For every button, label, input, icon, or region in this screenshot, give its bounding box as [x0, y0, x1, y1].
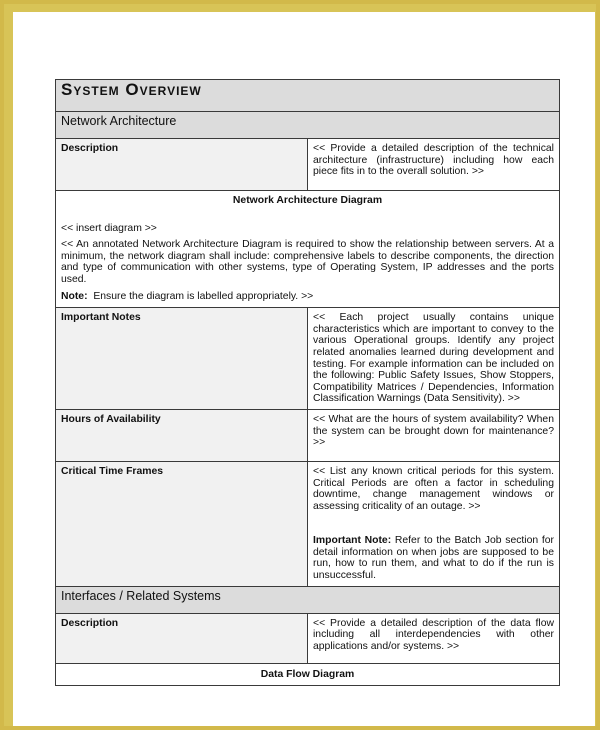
title-row: [56, 80, 560, 112]
row-network-diagram: [56, 191, 560, 308]
row-text: << Provide a detailed description of the technical architecture (infrastructure) including how each piece fits in to the overall solution. >>: [308, 139, 560, 191]
insert-diagram-placeholder: << insert diagram >>: [61, 222, 157, 234]
diagram-cell: [56, 191, 560, 308]
note-label: Note:: [61, 290, 88, 302]
diagram-heading: Network Architecture Diagram: [232, 195, 383, 206]
row-label: Description: [56, 139, 308, 191]
row-important-notes: [56, 308, 560, 410]
note-text: Refer to the Batch Job section for detail information on when jobs are supposed to be run, how to run them, and what to do if the run is unsuccessful.: [313, 535, 554, 582]
diagram-note: [61, 291, 554, 303]
row-label: Important Notes: [56, 308, 308, 410]
section-network-architecture: [56, 112, 560, 139]
document-page: [13, 12, 595, 726]
note-text: Ensure the diagram is labelled appropriately. >>: [93, 290, 314, 302]
row-data-flow-diagram: [56, 663, 560, 686]
document-title: System Overview: [56, 80, 560, 112]
row-text: << Provide a detailed description of the data flow including all interdependencies with other applications and/or systems. >>: [308, 613, 560, 663]
row-critical-time-frames: [56, 461, 560, 586]
critical-cell: [308, 461, 560, 586]
note-label: Important Note:: [313, 535, 392, 547]
row-description: [56, 139, 560, 191]
spacer: [61, 207, 554, 223]
data-flow-heading: Data Flow Diagram: [260, 668, 355, 680]
row-label: Description: [56, 613, 308, 663]
system-overview-table: [55, 79, 560, 686]
section-interfaces: [56, 586, 560, 613]
section-heading: Network Architecture: [56, 112, 560, 139]
row-label: Hours of Availability: [56, 409, 308, 461]
row-interfaces-description: [56, 613, 560, 663]
section-heading: Interfaces / Related Systems: [56, 586, 560, 613]
row-text: << What are the hours of system availability? When the system can be brought down for maintenance? >>: [308, 409, 560, 461]
row-text: << List any known critical periods for this system. Critical Periods are often a factor in scheduling downtime, change management windows or assessing criticality of an outage. >>: [313, 465, 554, 512]
diagram-requirements: << An annotated Network Architecture Diagram is required to show the relationship between servers. At a minimum, the network diagram shall include: comprehensive labels to describe components, the direction and type of communication with other systems, type of Operating System, IP addresses and the ports used.: [61, 239, 554, 285]
data-flow-cell: [56, 663, 560, 686]
row-hours-of-availability: [56, 409, 560, 461]
row-label: Critical Time Frames: [56, 461, 308, 586]
row-text: << Each project usually contains unique characteristics which are important to convey to the various Operational groups. Identify any project related anomalies learned during development and testing. For example information can be included on the following: Public Safety Issues, Show Stoppers, Compatibility Matrices / Dependencies, Information Classification Warnings (Data Sensitivity). >>: [308, 308, 560, 410]
important-note: [313, 535, 554, 581]
